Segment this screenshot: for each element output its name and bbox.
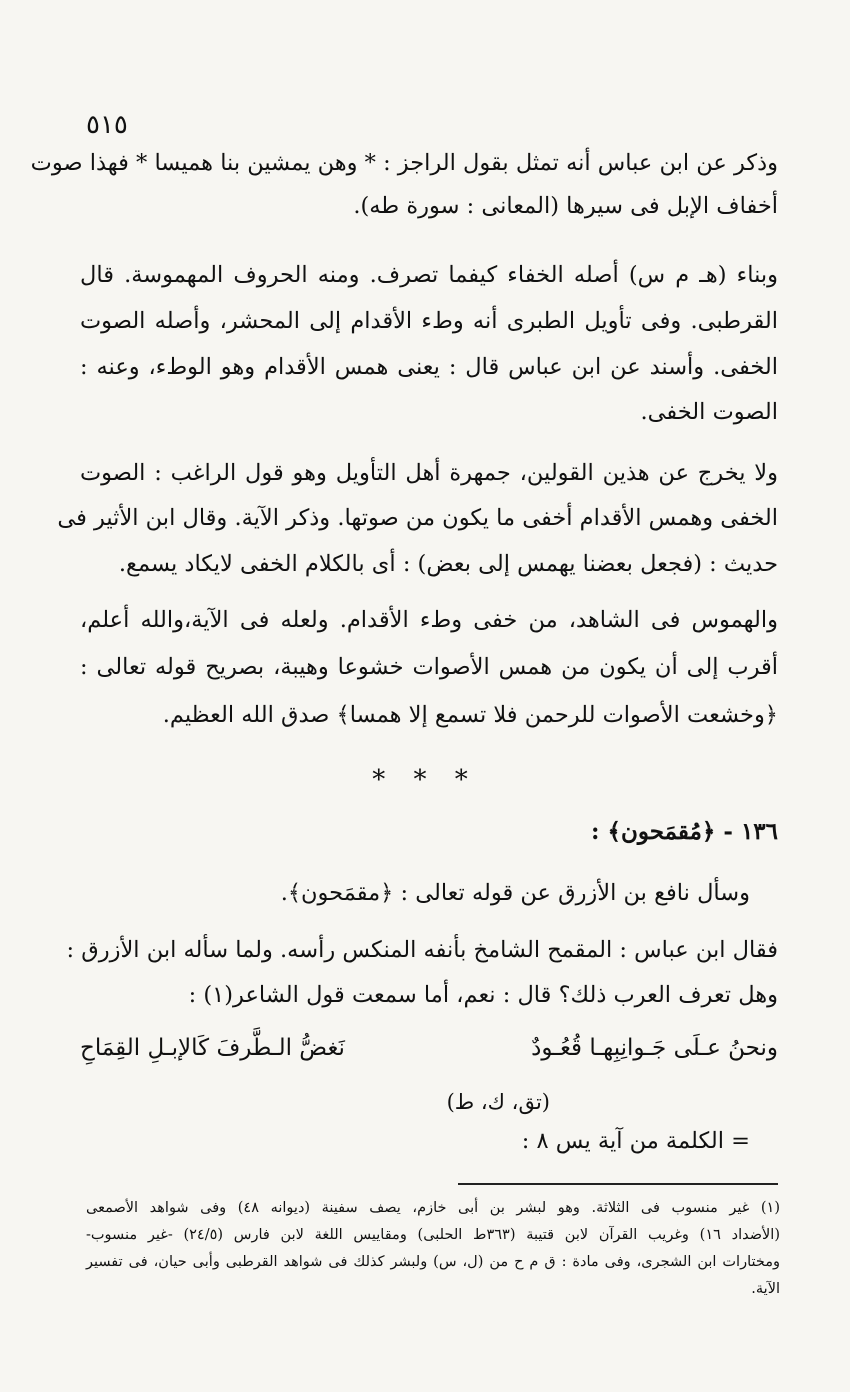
text-line: القرطبى. وفى تأويل الطبرى أنه وطء الأقدام إلى المحشر، وأصله الصوت bbox=[80, 308, 778, 334]
text-line: وذكر عن ابن عباس أنه تمثل بقول الراجز : * وهن يمشين بنا هميسا * فهذا صوت bbox=[30, 150, 778, 176]
verse-hemistich-2: نَغضُّ الـطَّرفَ كَالإبـلِ القِمَاحِ bbox=[80, 1035, 345, 1061]
text-line: الخفى. وأسند عن ابن عباس قال : يعنى همس الأقدام وهو الوطء، وعنه : bbox=[80, 354, 778, 380]
text-line: الصوت الخفى. bbox=[640, 399, 778, 425]
footnote-rule bbox=[458, 1183, 778, 1185]
text-line: ﴿وخشعت الأصوات للرحمن فلا تسمع إلا همسا﴾ صدق الله العظيم. bbox=[162, 702, 778, 728]
text-line: وهل تعرف العرب ذلك؟ قال : نعم، أما سمعت قول الشاعر(١) : bbox=[188, 982, 778, 1008]
footnote-line: الآية. bbox=[751, 1281, 780, 1297]
text-line: حديث : (فجعل بعضنا يهمس إلى بعض) : أى بالكلام الخفى لايكاد يسمع. bbox=[118, 551, 778, 577]
footnote-line: ومختارات ابن الشجرى، وفى مادة : ق م ح من (ل، س) ولبشر كذلك فى شواهد القرطبى وأبى حيان، فى تفسير bbox=[86, 1254, 780, 1270]
text-line: أخفاف الإبل فى سيرها (المعانى : سورة طه). bbox=[353, 193, 778, 219]
page-number: ٥١٥ bbox=[86, 110, 128, 140]
verse bbox=[80, 1035, 778, 1061]
section-separator: * * * bbox=[372, 765, 478, 795]
text-line: الخفى وهمس الأقدام أخفى ما يكون من صوتها. وذكر الآية. وقال ابن الأثير فى bbox=[57, 505, 778, 531]
paragraph-5: وسأل نافع بن الأزرق عن قوله تعالى : ﴿مقمَحون﴾. bbox=[280, 880, 750, 906]
verse-sources: (تق، ك، ط) bbox=[446, 1090, 550, 1114]
text-line: وبناء (هـ م س) أصله الخفاء كيفما تصرف. ومنه الحروف المهموسة. قال bbox=[80, 262, 778, 288]
verse-hemistich-1: ونحنُ عـلَى جَـوانِبِهـا قُعُـودٌ bbox=[531, 1035, 778, 1061]
footnote-line: (الأضداد ١٦) وغريب القرآن لابن قتيبة (٣٦٣ط الحلبى) ومقاييس اللغة لابن فارس (٢٤/٥) -غير منسوب- bbox=[86, 1227, 780, 1243]
text-line: والهموس فى الشاهد، من خفى وطء الأقدام. ولعله فى الآية،والله أعلم، bbox=[80, 607, 778, 633]
text-line: أقرب إلى أن يكون من همس الأصوات خشوعا وهيبة، بصريح قوله تعالى : bbox=[80, 654, 778, 680]
text-line: فقال ابن عباس : المقمح الشامخ بأنفه المنكس رأسه. ولما سأله ابن الأزرق : bbox=[66, 937, 778, 963]
footnote-line: (١) غير منسوب فى الثلاثة. وهو لبشر بن أبى خازم، يصف سفينة (ديوانه ٤٨) وفى شواهد الأصمعى bbox=[86, 1200, 780, 1216]
cross-reference: = الكلمة من آية يس ٨ : bbox=[521, 1128, 750, 1154]
text-line: ولا يخرج عن هذين القولين، جمهرة أهل التأويل وهو قول الراغب : الصوت bbox=[80, 460, 778, 486]
entry-heading: ١٣٦ - ﴿مُقمَحون﴾ : bbox=[591, 818, 778, 845]
